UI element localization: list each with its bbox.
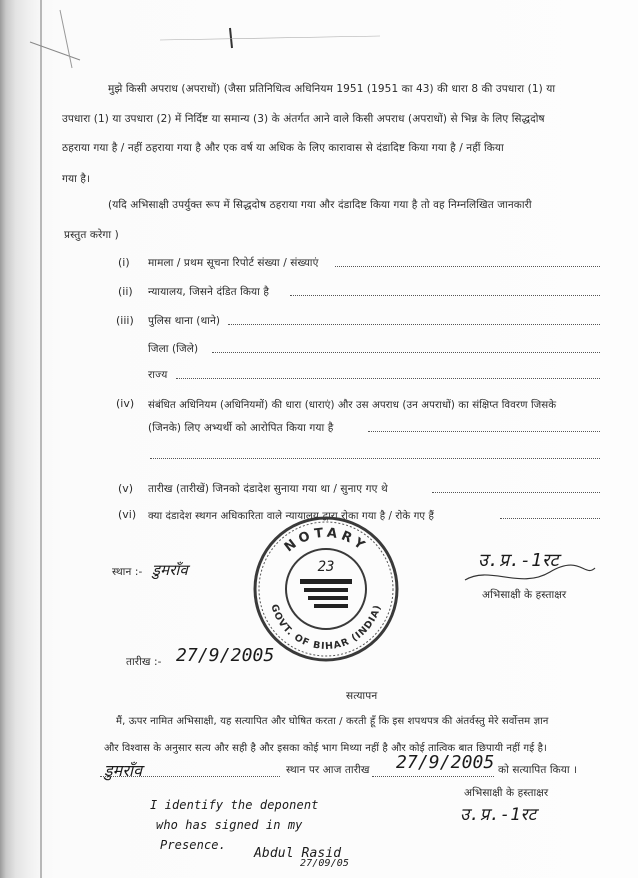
fill-line-stay xyxy=(500,518,600,519)
verification-place-value: डुमराँव xyxy=(104,761,143,780)
verification-signature-label: अभिसाक्षी के हस्ताक्षर xyxy=(464,787,549,799)
intro-line-3: ठहराया गया है / नहीं ठहराया गया है और एक वर्ष या अधिक के लिए कारावास से दंडादिष्ट किया गया है / नहीं किया xyxy=(62,142,504,154)
fill-line-state xyxy=(176,378,600,379)
conditional-line-1: (यदि अभिसाक्षी उपर्युक्त रूप में सिद्धदोष ठहराया गया और दंडादिष्ट किया गया है तो वह निम्नलिखित जानकारी xyxy=(108,199,532,211)
item-label-state: राज्य xyxy=(148,369,168,381)
date-value: 27/9/2005 xyxy=(176,645,275,666)
fill-line-case-fir xyxy=(335,266,600,267)
binding-fold-line xyxy=(40,0,42,878)
stamp-center-number: 23 xyxy=(317,559,335,575)
deponent-signature-strokes xyxy=(460,560,600,590)
item-label-sections-cont: (जिनके) लिए अभ्यर्थी को आरोपित किया गया है xyxy=(148,422,334,434)
conditional-line-2: प्रस्तुत करेगा ) xyxy=(64,229,119,241)
svg-text:GOVT. OF BIHAR (INDIA) xyxy=(268,603,383,652)
fill-line-court xyxy=(290,295,600,296)
notary-sign-date: 27/09/05 xyxy=(300,858,349,869)
notary-stamp xyxy=(252,515,400,663)
item-label-police-station: पुलिस थाना (थाने) xyxy=(148,315,221,327)
item-number: (i) xyxy=(118,256,130,269)
verification-place-text: स्थान पर आज तारीख xyxy=(286,764,370,776)
page-binding-edge xyxy=(0,0,42,878)
deponent-signature: उ.प्र.-1रट xyxy=(478,550,559,571)
notary-signature: Abdul Rasid xyxy=(254,846,342,861)
item-label-sections: संबंधित अधिनियम (अधिनियमों) की धारा (धाराएं) और उस अपराध (उन अपराधों) का संक्षिप्त विवरण जिसके xyxy=(148,400,557,411)
top-edge-marks xyxy=(0,0,638,70)
verification-line-1: मैं, ऊपर नामित अभिसाक्षी, यह सत्यापित और घोषित करता / करती हूँ कि इस शपथपत्र की अंतर्वस्तु मेरे सर्वोत्तम ज्ञान xyxy=(116,716,549,727)
verification-date-value: 27/9/2005 xyxy=(396,752,495,773)
item-number: (v) xyxy=(118,482,134,495)
notary-note-line-1: I identify the deponent xyxy=(150,798,319,812)
item-label-district: जिला (जिले) xyxy=(148,343,199,355)
verification-signature: उ.प्र.-1रट xyxy=(460,805,537,825)
fill-line-police-station xyxy=(228,324,600,325)
item-number: (ii) xyxy=(118,285,133,298)
notary-note-line-3: Presence. xyxy=(160,838,226,852)
place-label: स्थान :- xyxy=(112,566,143,578)
item-number: (iii) xyxy=(116,314,134,327)
date-label: तारीख :- xyxy=(126,656,162,668)
verification-line-2: और विश्वास के अनुसार सत्य और सही है और इसका कोई भाग मिथ्या नहीं है और कोई तात्विक बात छिपायी नहीं गई है। xyxy=(104,743,547,754)
fill-line-sentence-dates xyxy=(432,492,600,493)
intro-line-1: मुझे किसी अपराध (अपराधों) (जैसा प्रतिनिधित्व अधिनियम 1951 (1951 का 43) की धारा 8 की उपधारा (1) या xyxy=(108,83,556,95)
notary-note-line-2: who has signed in my xyxy=(156,818,303,832)
item-number: (vi) xyxy=(118,508,137,521)
svg-text:NOTARY xyxy=(282,526,370,556)
item-number: (iv) xyxy=(116,397,135,410)
item-label-case-fir: मामला / प्रथम सूचना रिपोर्ट संख्या / संख्याएं xyxy=(148,257,319,269)
stamp-top-text: NOTARY xyxy=(281,525,371,556)
fill-line-sections xyxy=(368,431,600,432)
item-label-court: न्यायालय, जिसने दंडित किया है xyxy=(148,286,270,298)
stamp-bottom-text: GOVT. OF BIHAR (INDIA) xyxy=(268,603,384,653)
deponent-signature-label: अभिसाक्षी के हस्ताक्षर xyxy=(482,589,567,601)
intro-line-2: उपधारा (1) या उपधारा (2) में निर्दिष्ट या समान्य (3) के अंतर्गत आने वाले किसी अपराध (अपराधों) से भिन्न के लिए सिद्धदोष xyxy=(62,113,545,125)
verification-closing: को सत्यापित किया । xyxy=(498,764,578,776)
fill-line-district xyxy=(212,352,600,353)
fill-line-verification-place xyxy=(100,776,280,777)
intro-line-4: गया है। xyxy=(62,173,91,185)
item-label-stay: क्या दंडादेश स्थगन अधिकारिता वाले न्यायालय द्वारा रोका गया है / रोके गए हैं xyxy=(148,511,435,522)
fill-line-verification-date xyxy=(372,776,494,777)
verification-heading: सत्यापन xyxy=(346,690,378,702)
place-value: डुमराँव xyxy=(152,561,188,579)
fill-line-sections-extra xyxy=(150,458,600,459)
item-label-sentence-dates: तारीख (तारीखें) जिनको दंडादेश सुनाया गया था / सुनाए गए थे xyxy=(148,483,388,495)
